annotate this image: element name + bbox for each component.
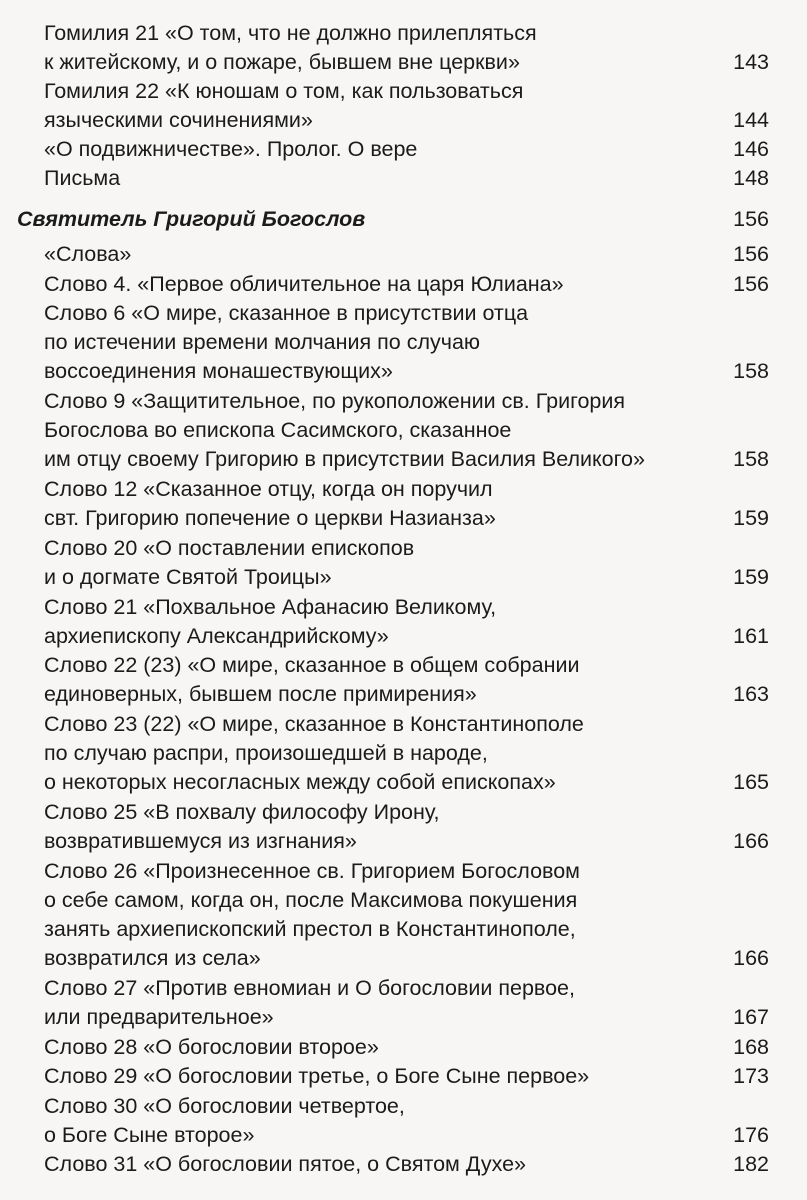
toc-entry-text: Богослова во епископа Сасимского, сказанное [44,418,512,442]
toc-entry-line [0,48,807,77]
toc-entry-line [0,299,807,328]
toc-entry-text: Гомилия 21 «О том, что не должно прилепляться [44,21,537,45]
toc-entry-line [0,387,807,416]
toc-entry-text: «Слова» [44,242,132,266]
toc-page-number: 158 [733,447,769,471]
toc-entry-line [0,1121,807,1150]
toc-page-number: 168 [733,1035,769,1059]
toc-entry-text: возвратившемуся из изгнания» [44,829,357,853]
toc-entry-text: им отцу своему Григорию в присутствии Василия Великого» [44,447,645,471]
toc-entry-line [0,1003,807,1032]
toc-page-number: 159 [733,506,769,530]
toc-entry-text: о себе самом, когда он, после Максимова покушения [44,888,578,912]
toc-entry-text: Слово 31 «О богословии пятое, о Святом Духе» [44,1152,526,1176]
toc-entry-line [0,534,807,563]
toc-entry-text: и о догмате Святой Троицы» [44,565,332,589]
toc-entry-text: Слово 29 «О богословии третье, о Боге Сыне первое» [44,1064,590,1088]
toc-entry-line [0,1150,807,1179]
toc-entry-line [0,1062,807,1091]
toc-entry-text: Слово 27 «Против евномиан и О богословии первое, [44,976,575,1000]
toc-entry-line [0,1092,807,1121]
toc-entry-text: Письма [44,166,121,190]
toc-page-number: 166 [733,946,769,970]
toc-entry-line [0,974,807,1003]
toc-entry-line [0,651,807,680]
toc-entry-line [0,135,807,164]
toc-entry-text: Слово 30 «О богословии четвертое, [44,1094,405,1118]
toc-page-number: 182 [733,1152,769,1176]
toc-entry-text: по истечении времени молчания по случаю [44,330,481,354]
toc-page-number: 143 [733,50,769,74]
toc-entry-line [0,19,807,48]
toc-entry-line [0,593,807,622]
toc-page-number: 156 [733,242,769,266]
toc-entry-text: к житейскому, и о пожаре, бывшем вне церкви» [44,50,520,74]
toc-entry-text: Слово 21 «Похвальное Афанасию Великому, [44,595,497,619]
toc-entry-text: или предварительное» [44,1005,274,1029]
toc-page-number: 156 [733,272,769,296]
toc-entry-text: Слово 6 «О мире, сказанное в присутствии отца [44,301,529,325]
toc-entry-line [0,416,807,445]
toc-entry-text: о некоторых несогласных между собой епископах» [44,770,556,794]
toc-entry-text: Гомилия 22 «К юношам о том, как пользоваться [44,79,524,103]
toc-entry-text: Слово 9 «Защитительное, по рукоположении св. Григория [44,389,626,413]
toc-page-number: 165 [733,770,769,794]
toc-entry-line [0,240,807,269]
toc-entry-line [0,357,807,386]
toc-entry-line [0,710,807,739]
toc-entry-line [0,827,807,856]
toc-entry-line [0,944,807,973]
toc-page-number: 166 [733,829,769,853]
toc-entry-text: Слово 4. «Первое обличительное на царя Юлиана» [44,272,564,296]
toc-entry-line [0,445,807,474]
toc-entry-line [0,798,807,827]
toc-entry-text: Слово 22 (23) «О мире, сказанное в общем собрании [44,653,580,677]
toc-page-number: 144 [733,108,769,132]
toc-entry-text: Слово 23 (22) «О мире, сказанное в Константинополе [44,712,584,736]
toc-page-number: 159 [733,565,769,589]
toc-entry-line [0,164,807,193]
toc-page-number: 167 [733,1005,769,1029]
toc-entry-line [0,106,807,135]
toc-entry-text: Слово 20 «О поставлении епископов [44,536,415,560]
toc-entry-text: возвратился из села» [44,946,261,970]
toc-entry-line [0,857,807,886]
toc-heading-text: Святитель Григорий Богослов [17,207,366,231]
toc-page-number: 173 [733,1064,769,1088]
toc-page-number: 161 [733,624,769,648]
toc-entry-line [0,328,807,357]
toc-page-number: 156 [733,207,769,231]
toc-entry-text: Слово 25 «В похвалу философу Ирону, [44,800,440,824]
toc-entry-text: архиепископу Александрийскому» [44,624,389,648]
toc-entry-line [0,475,807,504]
toc-entry-line [0,622,807,651]
toc-page-number: 148 [733,166,769,190]
toc-entry-line [0,77,807,106]
toc-entry-line [0,768,807,797]
toc-entry-text: Слово 12 «Сказанное отцу, когда он поручил [44,477,493,501]
toc-entry-line [0,563,807,592]
toc-section-heading [0,205,807,234]
toc-entry-text: воссоединения монашествующих» [44,359,393,383]
toc-entry-text: занять архиепископский престол в Константинополе, [44,917,576,941]
toc-page-number: 163 [733,682,769,706]
toc-entry-line [0,739,807,768]
toc-entry-text: о Боге Сыне второе» [44,1123,255,1147]
toc-entry-text: Слово 28 «О богословии второе» [44,1035,379,1059]
toc-entry-text: единоверных, бывшем после примирения» [44,682,477,706]
toc-entry-line [0,886,807,915]
toc-page-number: 158 [733,359,769,383]
toc-entry-line [0,270,807,299]
toc-entry-line [0,915,807,944]
toc-entry-line [0,504,807,533]
toc-page-number: 176 [733,1123,769,1147]
toc-entry-text: по случаю распри, произошедшей в народе, [44,741,488,765]
toc-entry-line [0,1033,807,1062]
toc-entry-text: языческими сочинениями» [44,108,313,132]
toc-entry-text: «О подвижничестве». Пролог. О вере [44,137,418,161]
toc-entry-text: Слово 26 «Произнесенное св. Григорием Богословом [44,859,580,883]
toc-page-number: 146 [733,137,769,161]
toc-entry-line [0,680,807,709]
toc-entry-text: свт. Григорию попечение о церкви Назианза» [44,506,496,530]
